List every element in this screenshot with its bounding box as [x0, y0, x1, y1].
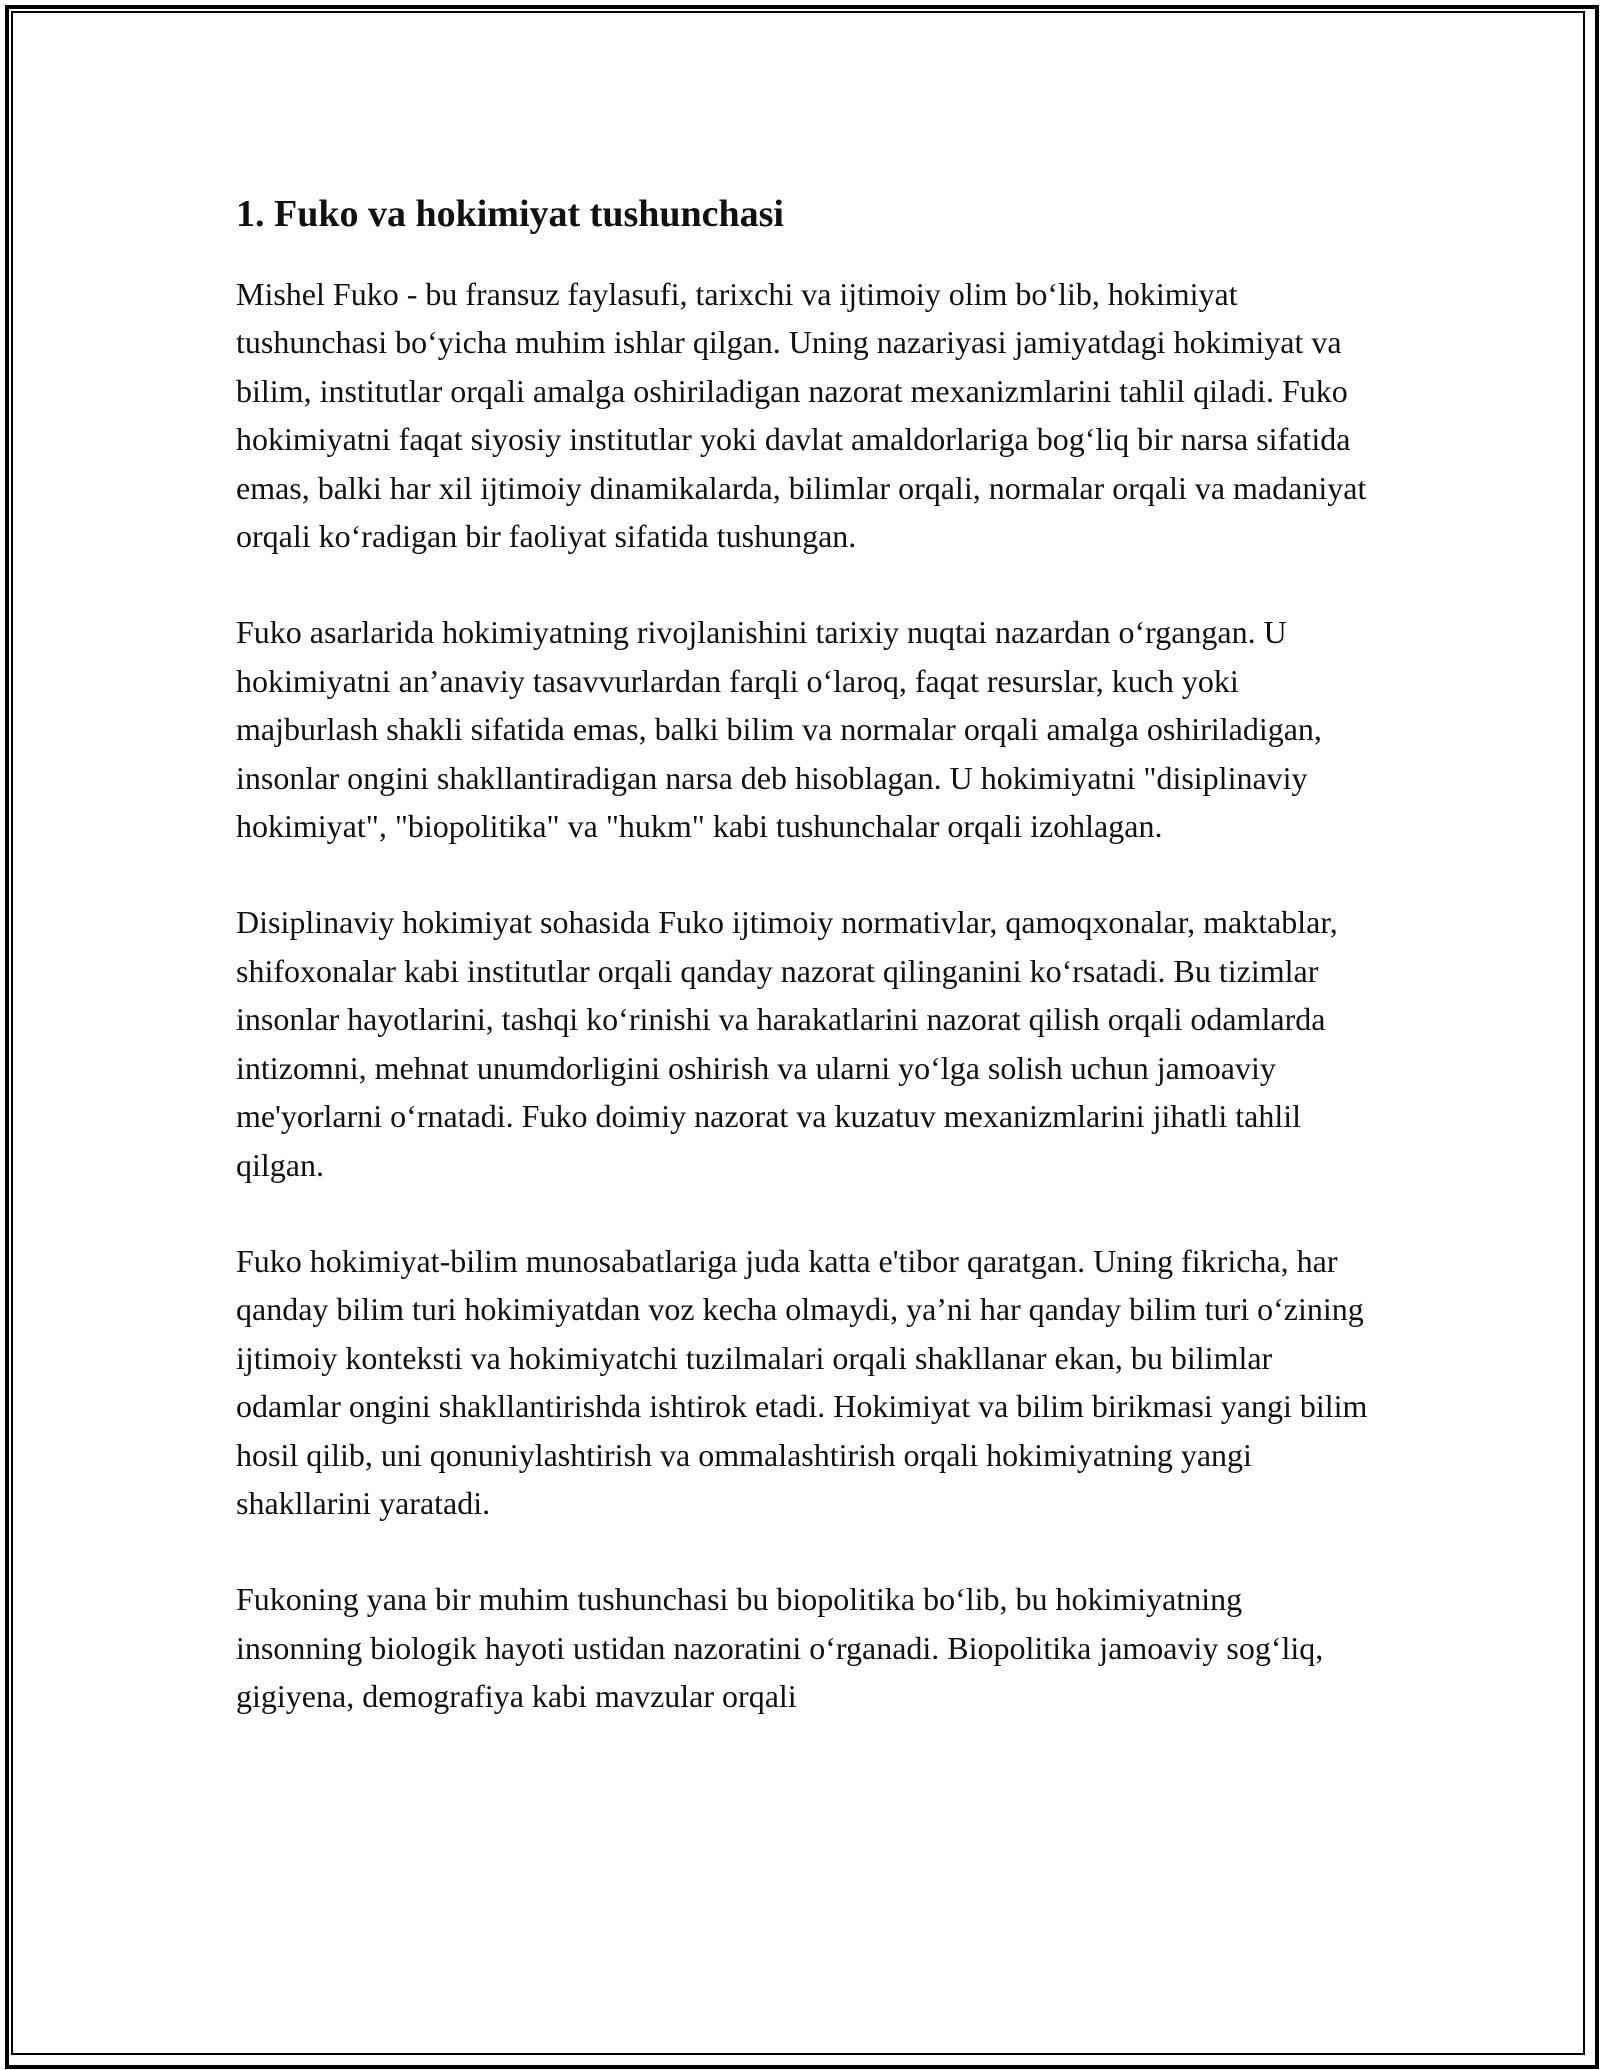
- paragraph-2: Fuko asarlarida hokimiyatning rivojlanishini tarixiy nuqtai nazardan o‘rgangan. U hokimiyatni an’anaviy tasavvurlardan farqli o‘laroq, faqat resurslar, kuch yoki majburlash shakli sifatida emas, balki bilim va normalar orqali amalga oshiriladigan, insonlar ongini shakllantiradigan narsa deb hisoblagan. U hokimiyatni "disiplinaviy hokimiyat", "biopolitika" va "hukm" kabi tushunchalar orqali izohlagan.: [236, 614, 1322, 845]
- document-body: [236, 182, 1376, 1769]
- paragraph-4: Fuko hokimiyat-bilim munosabatlariga juda katta e'tibor qaratgan. Uning fikricha, har qanday bilim turi hokimiyatdan voz kecha olmaydi, ya’ni har qanday bilim turi o‘zining ijtimoiy konteksti va hokimiyatchi tuzilmalari orqali shakllanar ekan, bu bilimlar odamlar ongini shakllantirishda ishtirok etadi. Hokimiyat va bilim birikmasi yangi bilim hosil qilib, uni qonuniylashtirish va ommalashtirish orqali hokimiyatning yangi shakllarini yaratadi.: [236, 1242, 1368, 1521]
- paragraph-5: Fukoning yana bir muhim tushunchasi bu biopolitika bo‘lib, bu hokimiyatning insonning biologik hayoti ustidan nazoratini o‘rganadi. Biopolitika jamoaviy sog‘liq, gigiyena, demografiya kabi mavzular orqali: [236, 1581, 1324, 1715]
- section-heading: 1. Fuko va hokimiyat tushunchasi: [236, 193, 784, 235]
- paragraph-3: Disiplinaviy hokimiyat sohasida Fuko ijtimoiy normativlar, qamoqxonalar, maktablar, shifoxonalar kabi institutlar orqali qanday nazorat qilinganini ko‘rsatadi. Bu tizimlar insonlar hayotlarini, tashqi ko‘rinishi va harakatlarini nazorat qilish orqali odamlarda intizomni, mehnat unumdorligini oshirish va ularni yo‘lga solish uchun jamoaviy me'yorlarni o‘rnatadi. Fuko doimiy nazorat va kuzatuv mexanizmlarini jihatli tahlil qilgan.: [236, 904, 1338, 1183]
- paragraph-1: Mishel Fuko - bu fransuz faylasufi, tarixchi va ijtimoiy olim bo‘lib, hokimiyat tushunchasi bo‘yicha muhim ishlar qilgan. Uning nazariyasi jamiyatdagi hokimiyat va bilim, institutlar orqali amalga oshiriladigan nazorat mexanizmlarini tahlil qiladi. Fuko hokimiyatni faqat siyosiy institutlar yoki davlat amaldorlariga bog‘liq bir narsa sifatida emas, balki har xil ijtimoiy dinamikalarda, bilimlar orqali, normalar orqali va madaniyat orqali ko‘radigan bir faoliyat sifatida tushungan.: [236, 276, 1367, 555]
